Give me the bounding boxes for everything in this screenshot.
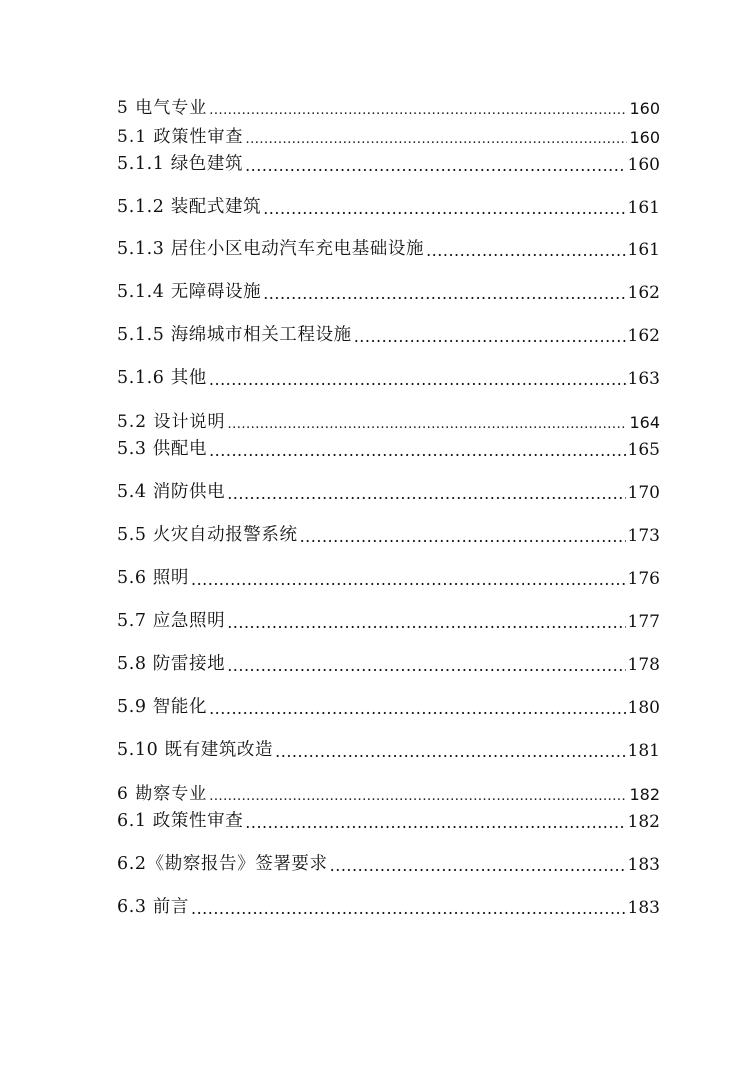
- toc-entry-title: 5.6 照明: [117, 568, 189, 588]
- toc-dot-leader: [209, 103, 627, 118]
- toc-entry-title: 5.1.4 无障碍设施: [117, 282, 262, 302]
- toc-dot-leader: [209, 699, 625, 718]
- toc-entry[interactable]: [117, 739, 660, 761]
- toc-page-number: 160: [629, 99, 660, 118]
- toc-entry-title: 5.1.2 装配式建筑: [117, 197, 262, 217]
- toc-entry[interactable]: [117, 96, 660, 118]
- toc-entry-title: 6.2《勘察报告》签署要求: [117, 854, 328, 874]
- toc-entry[interactable]: [117, 896, 660, 918]
- toc-page-number: 178: [627, 655, 660, 675]
- toc-entry-title: 5.1.1 绿色建筑: [117, 154, 244, 174]
- toc-entry[interactable]: [117, 410, 660, 432]
- toc-entry[interactable]: [117, 196, 660, 218]
- toc-entry[interactable]: [117, 782, 660, 804]
- toc-entry-title: 5.5 火灾自动报警系统: [117, 525, 298, 545]
- toc-entry[interactable]: [117, 153, 660, 175]
- toc-entry-title: 5.4 消防供电: [117, 482, 226, 502]
- toc-entry[interactable]: [117, 810, 660, 832]
- toc-entry-title: 6 勘察专业: [117, 784, 208, 804]
- toc-page-number: 164: [629, 413, 660, 432]
- toc-entry[interactable]: [117, 367, 660, 389]
- toc-dot-leader: [245, 156, 625, 175]
- toc-entry[interactable]: [117, 567, 660, 589]
- toc-dot-leader: [209, 789, 627, 804]
- toc-entry-title: 5.1.5 海绵城市相关工程设施: [117, 325, 352, 345]
- toc-page-number: 183: [627, 898, 660, 918]
- toc-entry-title: 6.3 前言: [117, 897, 189, 917]
- toc-page-number: 161: [627, 198, 660, 218]
- toc-entry-title: 5.2 设计说明: [117, 412, 226, 432]
- toc-dot-leader: [275, 742, 625, 761]
- toc-page-number: 163: [627, 369, 660, 389]
- toc-entry[interactable]: [117, 853, 660, 875]
- toc-page-number: 176: [627, 569, 660, 589]
- toc-entry[interactable]: [117, 438, 660, 460]
- toc-dot-leader: [191, 899, 626, 918]
- toc-page-number: 162: [627, 283, 660, 303]
- toc-dot-leader: [227, 484, 625, 503]
- toc-dot-leader: [330, 856, 626, 875]
- toc-page-number: 165: [627, 440, 660, 460]
- toc-dot-leader: [191, 570, 626, 589]
- toc-page-number: 160: [629, 128, 660, 147]
- toc-page-number: 160: [627, 155, 660, 175]
- toc-entry-title: 5 电气专业: [117, 98, 208, 118]
- toc-entry[interactable]: [117, 324, 660, 346]
- toc-page-number: 182: [627, 812, 660, 832]
- toc-entry-title: 5.7 应急照明: [117, 611, 226, 631]
- toc-dot-leader: [227, 417, 627, 432]
- toc-entry-title: 5.1.3 居住小区电动汽车充电基础设施: [117, 239, 425, 259]
- toc-dot-leader: [209, 441, 625, 460]
- toc-entry[interactable]: [117, 610, 660, 632]
- toc-page-number: 183: [627, 855, 660, 875]
- toc-dot-leader: [245, 813, 625, 832]
- toc-entry-title: 6.1 政策性审查: [117, 811, 244, 831]
- toc-entry[interactable]: [117, 653, 660, 675]
- toc-entry[interactable]: [117, 238, 660, 260]
- toc-dot-leader: [263, 199, 625, 218]
- toc-dot-leader: [245, 132, 627, 147]
- toc-dot-leader: [300, 527, 626, 546]
- toc-page-number: 180: [627, 698, 660, 718]
- toc-page-number: 162: [627, 326, 660, 346]
- toc-entry[interactable]: [117, 696, 660, 718]
- toc-entry-title: 5.3 供配电: [117, 439, 208, 459]
- toc-page-number: 161: [627, 240, 660, 260]
- toc-page-number: 182: [629, 785, 660, 804]
- toc-page-number: 173: [627, 526, 660, 546]
- toc-dot-leader: [354, 327, 626, 346]
- toc-page-number: 170: [627, 483, 660, 503]
- toc-entry-title: 5.10 既有建筑改造: [117, 740, 274, 760]
- toc-page-number: 177: [627, 612, 660, 632]
- toc-entry[interactable]: [117, 281, 660, 303]
- toc-dot-leader: [209, 370, 626, 389]
- toc-page-number: 181: [627, 741, 660, 761]
- toc-entry[interactable]: [117, 524, 660, 546]
- toc-entry-title: 5.9 智能化: [117, 697, 208, 717]
- toc-dot-leader: [426, 241, 625, 260]
- toc-dot-leader: [227, 656, 625, 675]
- toc-entry-title: 5.1 政策性审查: [117, 127, 244, 147]
- toc-entry[interactable]: [117, 125, 660, 147]
- toc-entry-title: 5.8 防雷接地: [117, 654, 226, 674]
- toc-dot-leader: [227, 613, 625, 632]
- toc-entry-title: 5.1.6 其他: [117, 368, 207, 388]
- toc-entry[interactable]: [117, 481, 660, 503]
- toc-dot-leader: [263, 284, 625, 303]
